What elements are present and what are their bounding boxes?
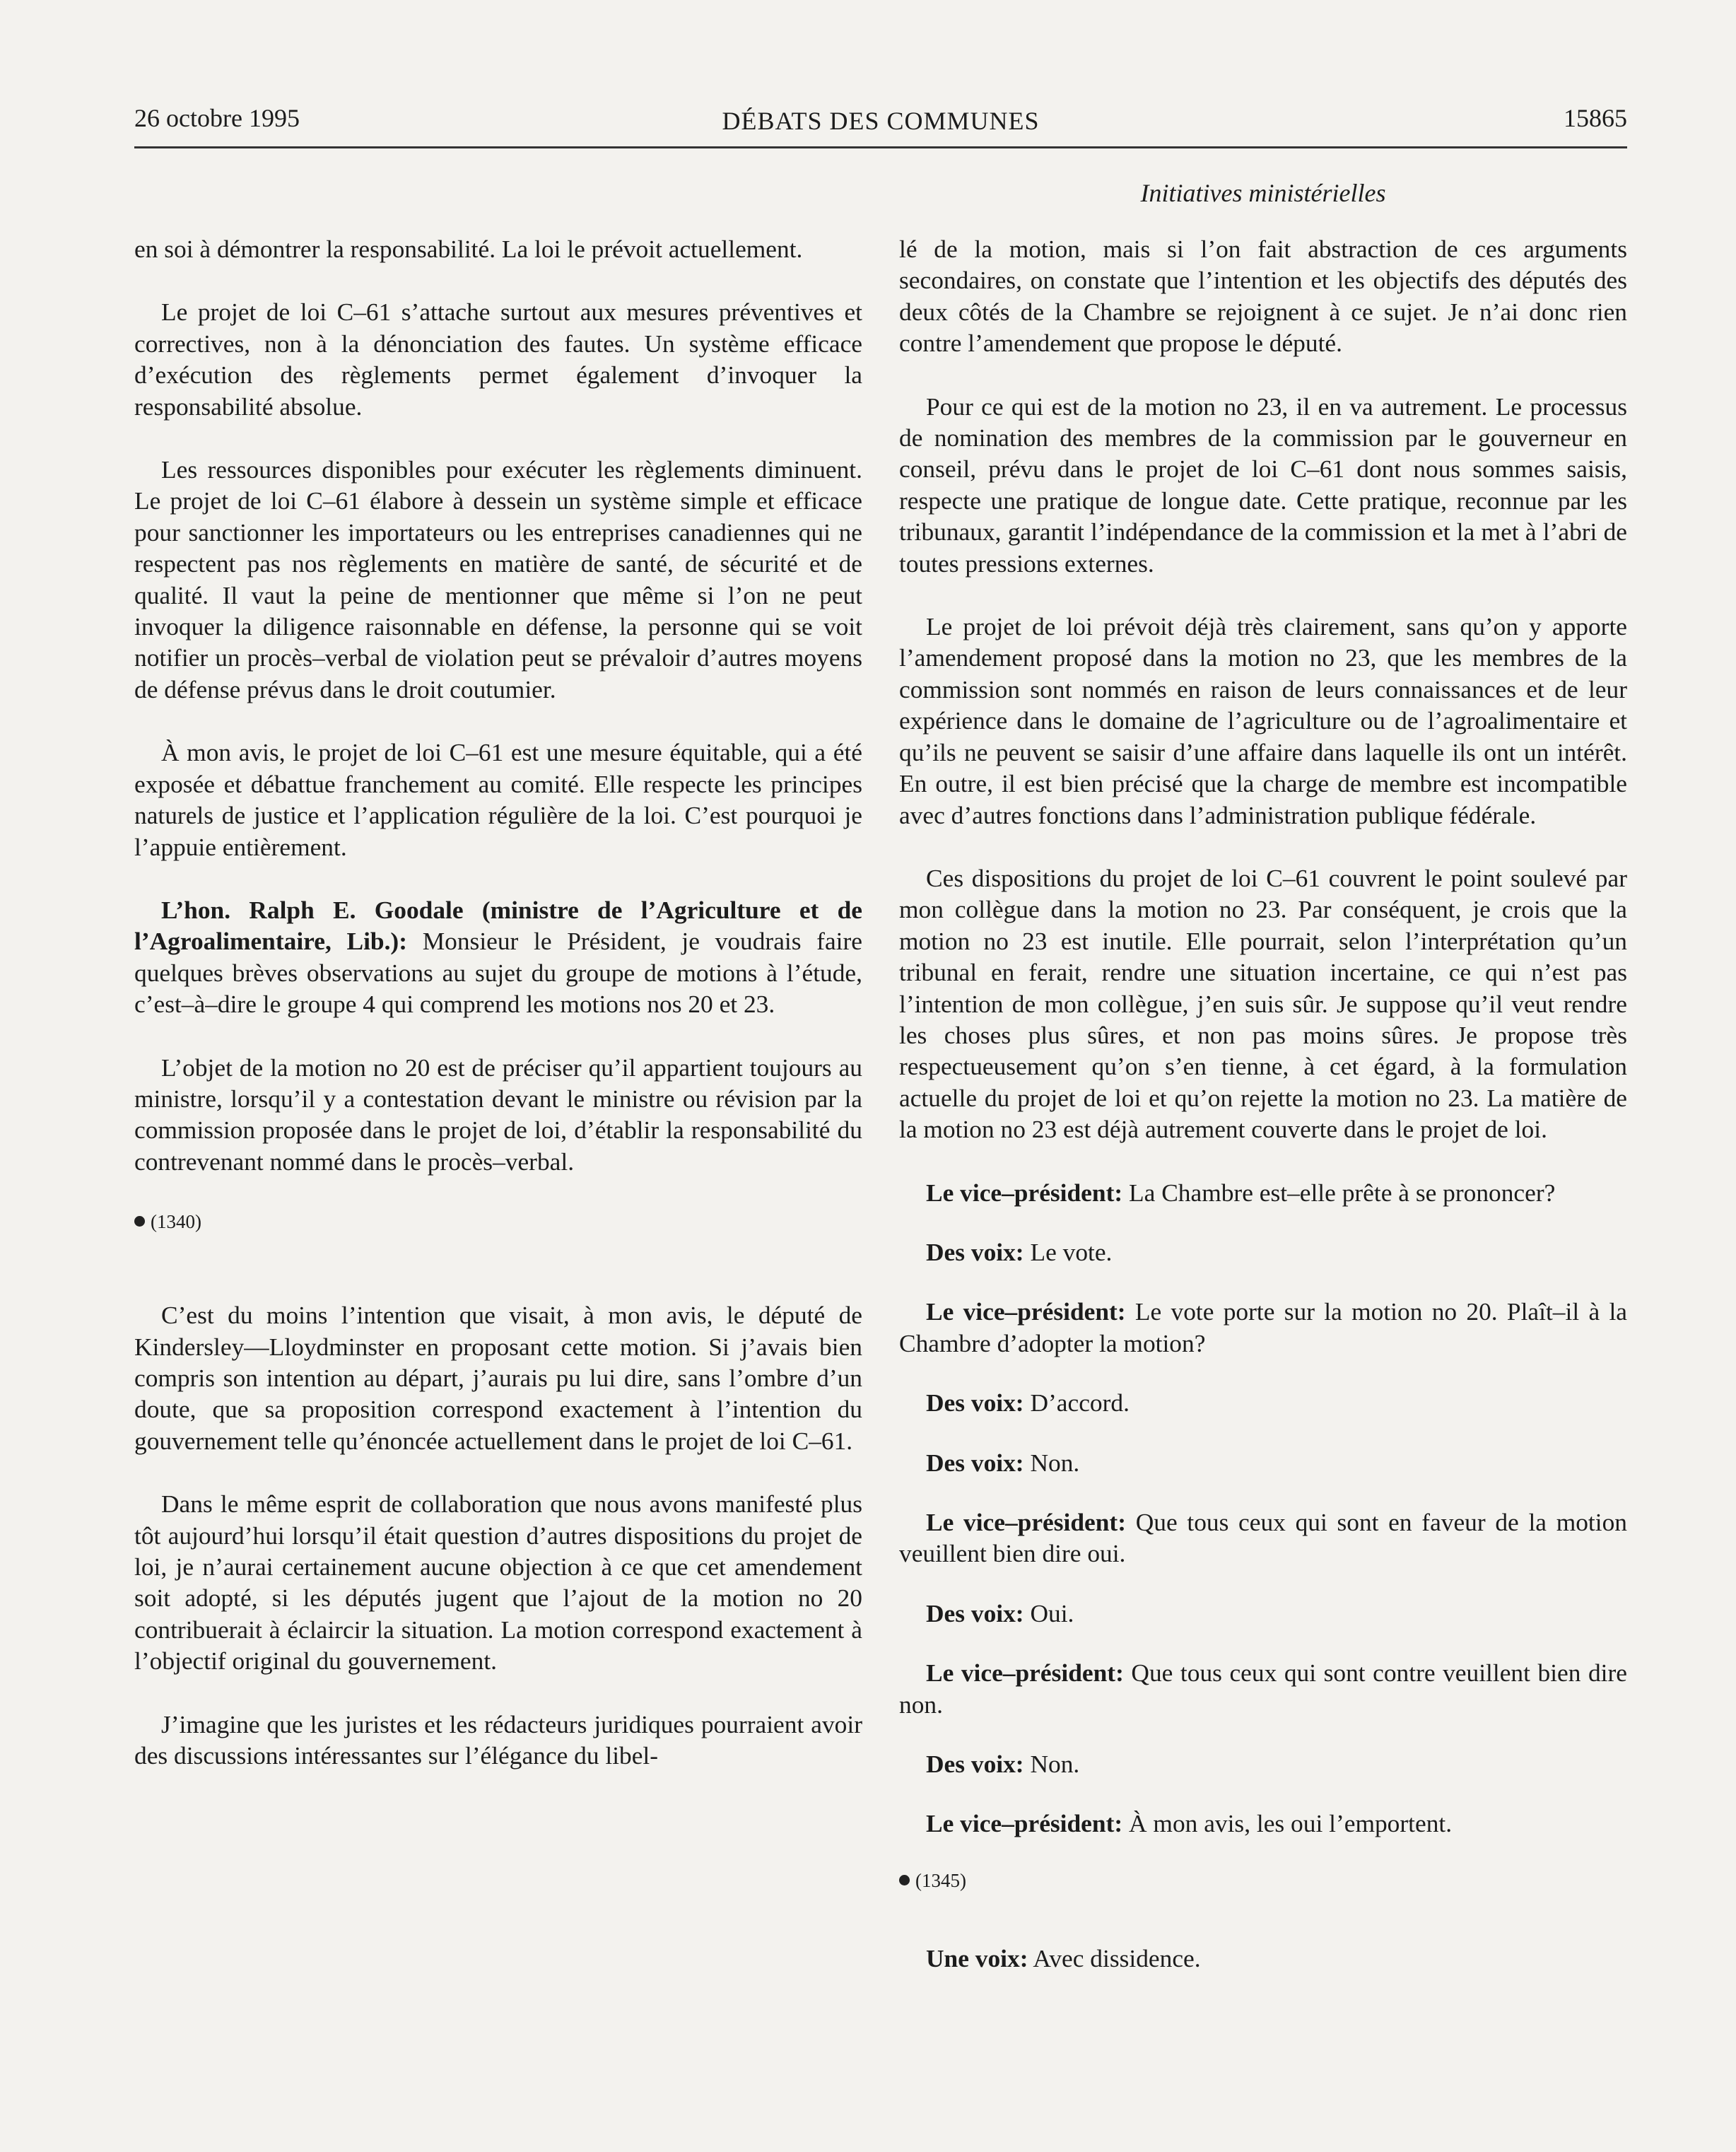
speaker-name: Le vice–président:	[926, 1297, 1126, 1326]
page-header	[134, 103, 1627, 143]
speaker-name: Des voix:	[926, 1237, 1024, 1266]
left-column	[134, 233, 862, 1803]
paragraph: lé de la motion, mais si l’on fait abstraction de ces arguments secondaires, on constate que l’intention et les objectifs des députés des deux côtés de la Chambre se rejoignent à ce sujet. Je n’ai donc rien contre l’amendement que propose le député.	[899, 235, 1627, 358]
speech-text: Non.	[1030, 1448, 1080, 1477]
paragraph: C’est du moins l’intention que visait, à mon avis, le député de Kindersley—Lloydminster en proposant cette motion. Si j’avais bien compris son intention au départ, j’aurais pu lui dire, sans l’ombre d’un doute, que sa proposition correspond exactement à l’intention du gouvernement telle qu’énoncée actuellement dans le projet de loi C–61.	[134, 1301, 862, 1455]
speech-item	[899, 1387, 1627, 1418]
speaker-name: Des voix:	[926, 1750, 1024, 1779]
timestamp	[134, 1209, 862, 1234]
speaker-name: Le vice–président:	[926, 1508, 1126, 1536]
paragraph: Le projet de loi prévoit déjà très clairement, sans qu’on y apporte l’amendement proposé dans la motion no 23, que les membres de la commission sont nommés en raison de leurs connaissances et de leur expérience dans le domaine de l’agriculture ou de l’agroalimentaire et qu’ils ne peuvent se saisir d’une affaire dans laquelle ils ont un intérêt. En outre, il est bien précisé que la charge de membre est incompatible avec d’autres fonctions dans l’administration publique fédérale.	[899, 612, 1627, 829]
speech-text: Avec dissidence.	[1033, 1943, 1201, 1972]
paragraph: Ces dispositions du projet de loi C–61 couvrent le point soulevé par mon collègue dans la motion no 23. Par conséquent, je crois que la motion no 23 est inutile. Elle pourrait, selon l’interprétation qu’un tribunal en ferait, rendre une situation incertaine, ce qui n’est pas l’intention de mon collègue, j’en suis sûr. Je suppose qu’il veut rendre les choses plus sûres, et non pas moins sûres. Je propose très respectueusement qu’on s’en tienne, à cet égard, à la formulation actuelle du projet de loi et qu’on rejette la motion no 23. La matière de la motion no 23 est déjà autrement couverte dans le projet de loi.	[899, 863, 1627, 1144]
timestamp	[899, 1868, 1627, 1893]
speech-text: Monsieur le Président, je voudrais faire quelques brèves observations au sujet du groupe de motions à l’étude, c’est–à–dire le groupe 4 qui comprend les motions nos 20 et 23.	[134, 927, 862, 1019]
timestamp-text: (1340)	[151, 1211, 201, 1233]
speech-item	[899, 1177, 1627, 1208]
speech-item	[899, 1507, 1627, 1569]
speech-text: Le vote.	[1030, 1237, 1113, 1266]
speech-text: La Chambre est–elle prête à se prononcer?	[1129, 1178, 1556, 1207]
speaker-name: Des voix:	[926, 1598, 1024, 1627]
paragraph: À mon avis, le projet de loi C–61 est une mesure équitable, qui a été exposée et débattue franchement au comité. Elle respecte les principes naturels de justice et l’application régulière de la loi. C’est pourquoi je l’appuie entièrement.	[134, 738, 862, 861]
speech-item	[899, 1943, 1627, 1974]
timestamp-text: (1345)	[915, 1869, 966, 1891]
speech-text: Que tous ceux qui sont en faveur de la motion veuillent bien dire oui.	[899, 1508, 1627, 1568]
paragraph: Le projet de loi C–61 s’attache surtout aux mesures préventives et correctives, non à la dénonciation des fautes. Un système efficace d’exécution des règlements permet également d’invoquer la responsabilité absolue.	[134, 298, 862, 421]
header-rule	[134, 146, 1627, 148]
right-column	[899, 233, 1627, 2002]
speech-item	[899, 1447, 1627, 1478]
speech-text: À mon avis, les oui l’emportent.	[1129, 1809, 1453, 1838]
bullet-icon	[899, 1875, 910, 1885]
speech-text: D’accord.	[1030, 1388, 1130, 1417]
speaker-name: Une voix:	[926, 1943, 1028, 1972]
running-head: Initiatives ministérielles	[1140, 179, 1386, 207]
speech-goodale	[134, 894, 862, 1020]
paragraph: en soi à démontrer la responsabilité. La loi le prévoit actuellement.	[134, 235, 803, 263]
speech-text: Non.	[1030, 1750, 1080, 1779]
speaker-name: Le vice–président:	[926, 1809, 1123, 1838]
paragraph: L’objet de la motion no 20 est de préciser qu’il appartient toujours au ministre, lorsqu’il y a contestation devant le ministre ou révision par la commission proposée dans le projet de loi, d’établir la responsabilité du contrevenant nommé dans le procès–verbal.	[134, 1053, 862, 1176]
speech-text: Oui.	[1030, 1598, 1074, 1627]
bullet-icon	[134, 1216, 145, 1227]
paragraph: Dans le même esprit de collaboration que nous avons manifesté plus tôt aujourd’hui lorsqu’il était question d’autres dispositions du projet de loi, je n’aurai certainement aucune objection à ce que cet amendement soit adopté, si les députés jugent que l’ajout de la motion no 20 contribuerait à éclaircir la situation. La motion correspond exactement à l’objectif original du gouvernement.	[134, 1490, 862, 1676]
paragraph: Les ressources disponibles pour exécuter les règlements diminuent. Le projet de loi C–61 élabore à dessein un système simple et efficace pour sanctionner les importateurs ou les entreprises canadiennes qui ne respectent pas nos règlements en matière de santé, de sécurité et de qualité. Il vaut la peine de mentionner que même si l’on ne peut invoquer la diligence raisonnable en défense, la personne qui se voit notifier un procès–verbal de violation peut se prévaloir d’autres moyens de défense prévus dans le droit coutumier.	[134, 455, 862, 703]
speech-item	[899, 1748, 1627, 1779]
speech-text: Le vote porte sur la motion no 20. Plaît–il à la Chambre d’adopter la motion?	[899, 1297, 1627, 1357]
paragraph: Pour ce qui est de la motion no 23, il en va autrement. Le processus de nomination des membres de la commission par le gouverneur en conseil, prévu dans le projet de loi C–61 dont nous sommes saisis, respecte une pratique de longue date. Cette pratique, reconnue par les tribunaux, garantit l’indépendance de la commission et la met à l’abri de toutes pressions externes.	[899, 392, 1627, 578]
speech-item	[899, 1296, 1627, 1359]
speaker-name: Le vice–président:	[926, 1178, 1123, 1207]
speech-item	[899, 1657, 1627, 1720]
header-page-number: 15865	[1564, 104, 1627, 132]
speech-item	[899, 1598, 1627, 1629]
header-title: DÉBATS DES COMMUNES	[722, 107, 1040, 135]
speech-item	[899, 1236, 1627, 1268]
speaker-name: Le vice–président:	[926, 1659, 1124, 1688]
speech-item	[899, 1808, 1627, 1839]
paragraph: J’imagine que les juristes et les rédacteurs juridiques pourraient avoir des discussions intéressantes sur l’élégance du libel-	[134, 1709, 862, 1770]
speech-text: Que tous ceux qui sont contre veuillent bien dire non.	[899, 1659, 1627, 1719]
speaker-name: Des voix:	[926, 1388, 1024, 1417]
speaker-name: L’hon. Ralph E. Goodale (ministre de l’Agriculture et de l’Agroalimentaire, Lib.):	[134, 895, 862, 956]
speaker-name: Des voix:	[926, 1448, 1024, 1477]
header-date: 26 octobre 1995	[134, 104, 300, 132]
